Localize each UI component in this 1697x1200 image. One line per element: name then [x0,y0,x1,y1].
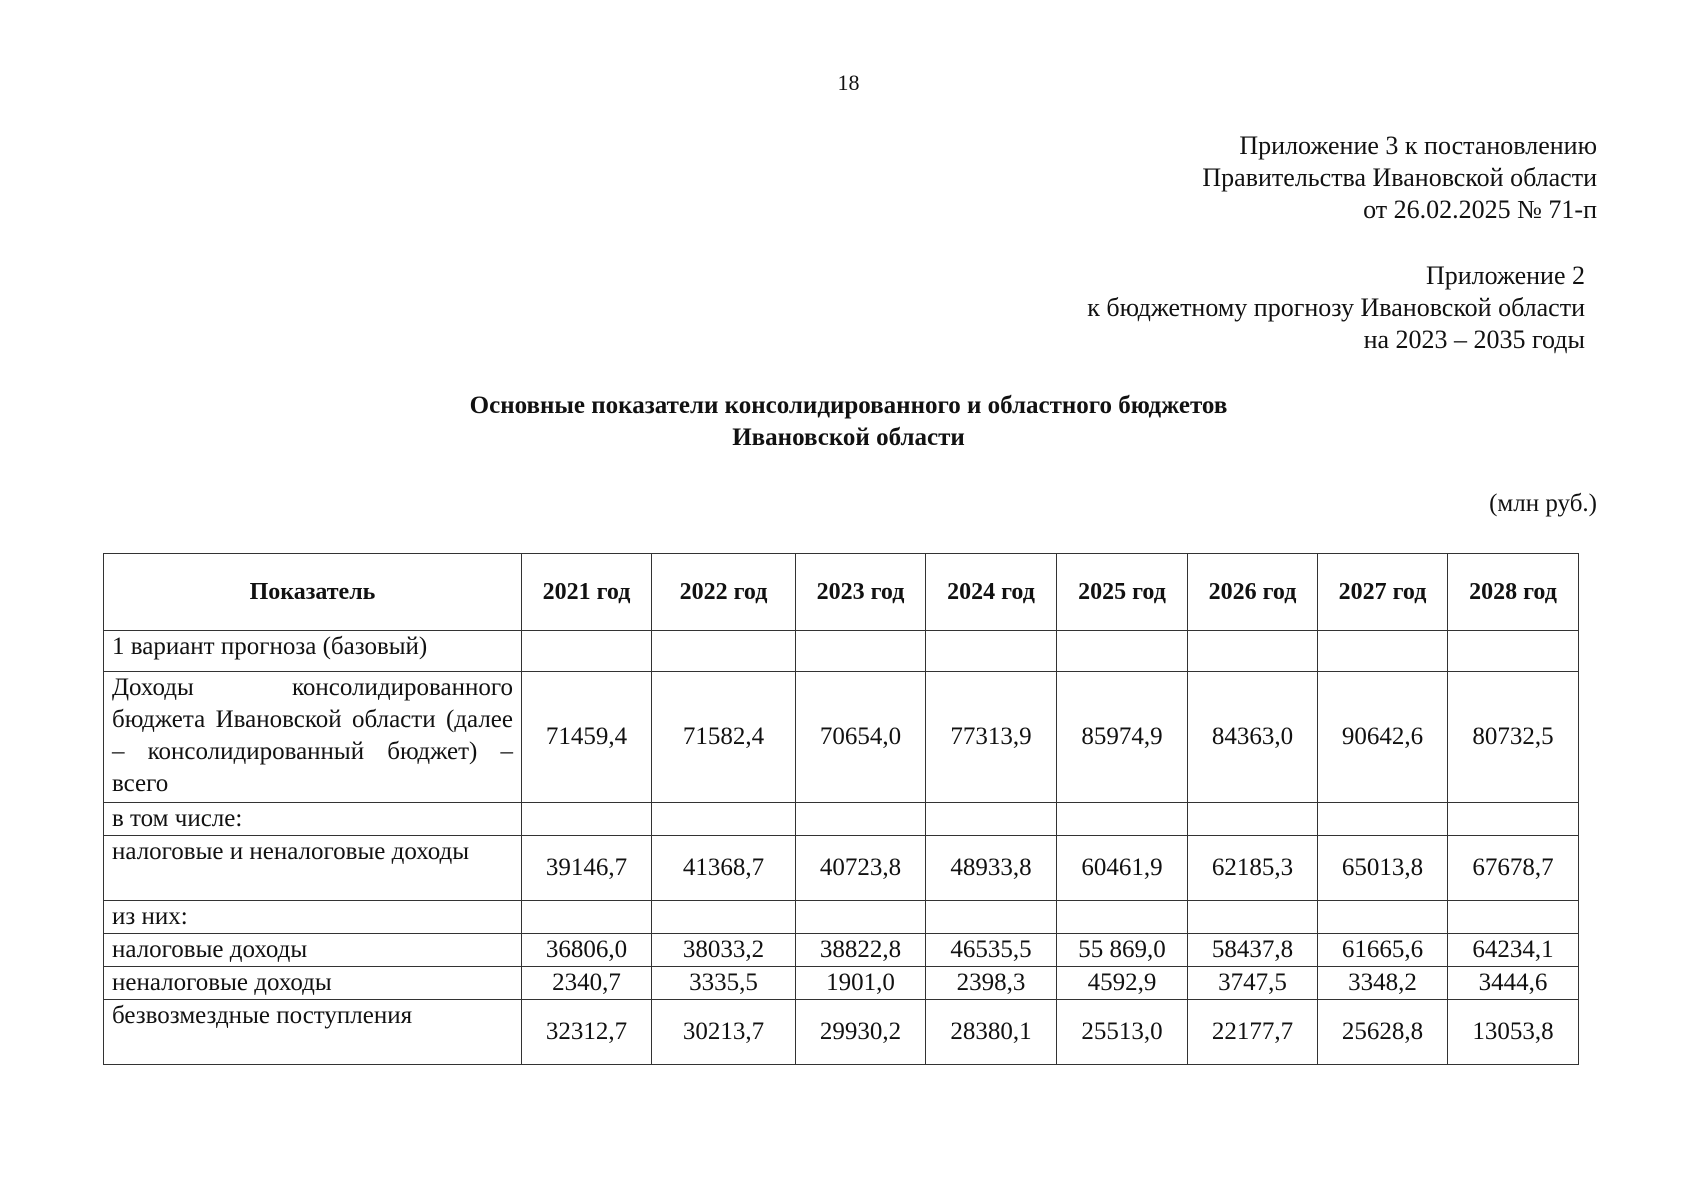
row-label [104,967,522,1000]
table-row [104,836,1579,901]
table-row [104,1000,1579,1065]
value-cell: 22177,7 [1188,1000,1318,1065]
budget-indicators-table [103,553,1579,1065]
value-cell [522,901,652,934]
value-cell: 62185,3 [1188,836,1318,901]
appendix-3-line: от 26.02.2025 № 71-п [1363,195,1597,224]
table-row [104,901,1579,934]
value-cell: 40723,8 [796,836,926,901]
value-cell: 71582,4 [652,672,796,803]
row-label-text: налоговые и неналоговые доходы [112,838,470,865]
row-label-text: налоговые доходы [112,936,308,963]
value-cell: 3747,5 [1188,967,1318,1000]
appendix-2-line: к бюджетному прогнозу Ивановской области [1087,293,1585,322]
value-cell [926,803,1057,836]
value-cell: 3335,5 [652,967,796,1000]
value-cell [1188,901,1318,934]
value-cell [1318,901,1448,934]
appendix-3-line: Приложение 3 к постановлению [1239,131,1597,160]
table-row [104,803,1579,836]
table-header-row [104,554,1579,631]
value-cell: 58437,8 [1188,934,1318,967]
value-cell: 13053,8 [1448,1000,1579,1065]
value-cell: 48933,8 [926,836,1057,901]
value-cell: 85974,9 [1057,672,1188,803]
row-label-text: неналоговые доходы [112,969,332,996]
value-cell [1448,803,1579,836]
document-title-line: Ивановской области [732,424,965,451]
value-cell: 1901,0 [796,967,926,1000]
value-cell: 64234,1 [1448,934,1579,967]
value-cell [926,631,1057,672]
header-cell-year: 2022 год [652,554,796,631]
value-cell [522,631,652,672]
document-title-line: Основные показатели консолидированного и областного бюджетов [469,392,1228,419]
row-label [104,803,522,836]
value-cell: 46535,5 [926,934,1057,967]
value-cell: 60461,9 [1057,836,1188,901]
row-label [104,836,522,901]
units-label: (млн руб.) [1489,490,1597,517]
header-cell-year: 2023 год [796,554,926,631]
value-cell [1188,631,1318,672]
value-cell: 70654,0 [796,672,926,803]
table-row [104,967,1579,1000]
value-cell: 38033,2 [652,934,796,967]
value-cell: 71459,4 [522,672,652,803]
value-cell: 77313,9 [926,672,1057,803]
value-cell [1057,803,1188,836]
value-cell [796,803,926,836]
value-cell: 80732,5 [1448,672,1579,803]
value-cell: 65013,8 [1318,836,1448,901]
appendix-2-line: на 2023 – 2035 годы [1363,325,1585,354]
value-cell: 32312,7 [522,1000,652,1065]
value-cell: 28380,1 [926,1000,1057,1065]
header-cell-year: 2025 год [1057,554,1188,631]
row-label-text: безвозмездные поступления [112,1002,413,1029]
appendix-3-reference [1202,130,1597,226]
header-cell-indicator: Показатель [104,554,522,631]
row-label [104,631,522,672]
value-cell [652,631,796,672]
value-cell: 67678,7 [1448,836,1579,901]
value-cell: 84363,0 [1188,672,1318,803]
header-cell-year: 2026 год [1188,554,1318,631]
value-cell: 39146,7 [522,836,652,901]
value-cell: 2398,3 [926,967,1057,1000]
value-cell [1188,803,1318,836]
value-cell [1448,631,1579,672]
value-cell [522,803,652,836]
value-cell: 25628,8 [1318,1000,1448,1065]
row-label [104,672,522,803]
value-cell [1057,901,1188,934]
value-cell: 90642,6 [1318,672,1448,803]
value-cell [1318,631,1448,672]
value-cell [1057,631,1188,672]
value-cell [796,901,926,934]
row-label [104,934,522,967]
header-cell-year: 2024 год [926,554,1057,631]
value-cell: 4592,9 [1057,967,1188,1000]
table-row [104,672,1579,803]
value-cell: 61665,6 [1318,934,1448,967]
value-cell [1448,901,1579,934]
value-cell [1318,803,1448,836]
value-cell: 55 869,0 [1057,934,1188,967]
value-cell [796,631,926,672]
value-cell: 38822,8 [796,934,926,967]
header-cell-year: 2021 год [522,554,652,631]
value-cell: 41368,7 [652,836,796,901]
table-row [104,934,1579,967]
page-number: 18 [837,70,860,95]
value-cell: 25513,0 [1057,1000,1188,1065]
table-row [104,631,1579,672]
document-title [0,390,1697,454]
appendix-2-line: Приложение 2 [1425,261,1585,290]
value-cell: 3444,6 [1448,967,1579,1000]
value-cell [926,901,1057,934]
row-label [104,1000,522,1065]
row-label-text: в том числе: [112,805,243,832]
value-cell [652,803,796,836]
header-cell-year: 2027 год [1318,554,1448,631]
value-cell: 29930,2 [796,1000,926,1065]
appendix-3-line: Правительства Ивановской области [1202,163,1597,192]
value-cell: 36806,0 [522,934,652,967]
row-label-text: из них: [112,903,188,930]
appendix-2-reference [1087,260,1585,356]
value-cell: 2340,7 [522,967,652,1000]
value-cell: 30213,7 [652,1000,796,1065]
row-label-text: 1 вариант прогноза (базовый) [112,633,428,660]
value-cell: 3348,2 [1318,967,1448,1000]
row-label-text: Доходы консолидированного бюджета Ивановской области (далее – консолидированный бюджет) – всего [112,674,513,797]
row-label [104,901,522,934]
value-cell [652,901,796,934]
header-cell-year: 2028 год [1448,554,1579,631]
